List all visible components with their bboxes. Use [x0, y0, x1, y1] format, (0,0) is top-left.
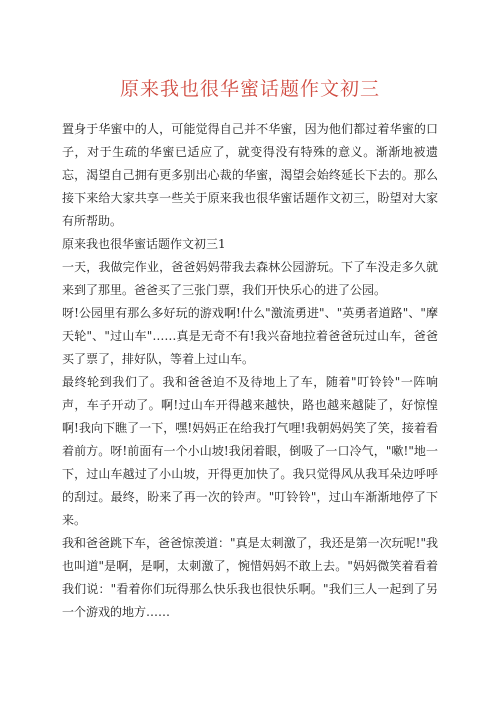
section-heading: 原来我也很华蜜话题作文初三1: [62, 237, 226, 251]
paragraph-3: 最终轮到我们了。我和爸爸迫不及待地上了车，随着"叮铃铃"一阵响声，车子开动了。啊!过山车开得越来越快，路也越来越陡了，好惊惶啊!我向下瞧了一下，嘿!妈妈正在给我打气哩!我朝妈妈笑了笑，接着看着前方。呀!前面有一个小山坡!我闭着眼，倒吸了一口冷气，"嗽!"地一下，过山车越过了小山坡，开得更加快了。我只觉得风从我耳朵边呼呼的刮过。最终，盼来了再一次的铃声。"叮铃铃"，过山车渐渐地停了下来。: [62, 375, 438, 527]
document-title: 原来我也很华蜜话题作文初三: [119, 78, 380, 100]
paragraph-4: 我和爸爸跳下车，爸爸惊羡道："真是太刺激了，我还是第一次玩呢!"我也叫道"是啊，是啊，太刺激了，惋惜妈妈不敢上去。"妈妈微笑着看着我们说："看着你们玩得那么快乐我也很快乐啊。"我们三人一起到了另一个游戏的地方……: [62, 536, 438, 619]
paragraph-2: 呀!公园里有那么多好玩的游戏啊!什么"激流勇进"、"英勇者道路"、"摩天轮"、"过山车"……真是无奇不有!我兴奋地拉着爸爸玩过山车，爸爸买了票了，排好队，等着上过山车。: [62, 306, 438, 366]
paragraph-1: 一天，我做完作业，爸爸妈妈带我去森林公园游玩。下了车没走多久就来到了那里。爸爸买了三张门票，我们开快乐心的进了公园。: [62, 260, 438, 297]
document-body: [62, 118, 438, 624]
paragraph-intro: 置身于华蜜中的人，可能觉得自己并不华蜜，因为他们都过着华蜜的口子，对于生疏的华蜜已适应了，就变得没有特殊的意义。渐渐地被遗忘，渴望自己拥有更多别出心裁的华蜜，渴望会始终延长下去的。那么接下来给大家共享一些关于原来我也很华蜜话题作文初三，盼望对大家有所帮助。: [62, 122, 438, 228]
